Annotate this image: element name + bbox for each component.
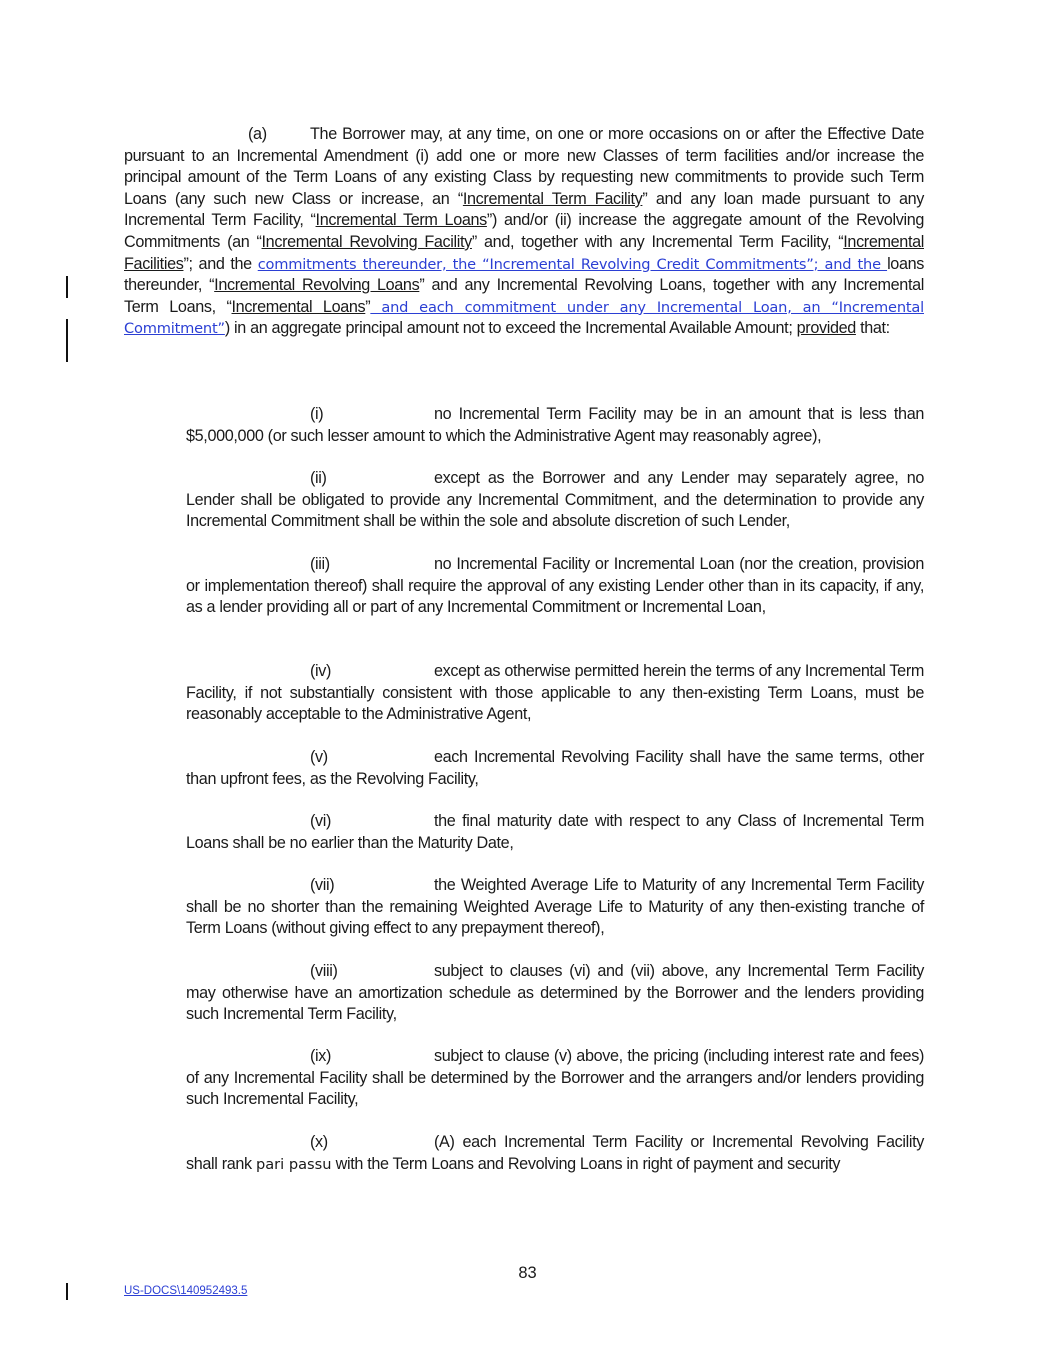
clause-text: with the Term Loans and Revolving Loans in right of payment and security: [331, 1154, 841, 1173]
clause-label: (v): [310, 748, 328, 766]
page-number: 83: [518, 1264, 537, 1282]
clause-label: (x): [310, 1133, 328, 1151]
clause-vii: [186, 875, 924, 940]
clause-label: (i): [310, 405, 324, 423]
clause-text: subject to clause (v) above, the pricing (including interest rate and fees) of any Incremental Facility shall be determined by the Borrower and the arrangers and/or lenders providing such Incremental Facility,: [186, 1047, 924, 1109]
clause-text: the Weighted Average Life to Maturity of any Incremental Term Facility shall be no shorter than the remaining Weighted Average Life to Maturity of any then-existing tranche of Term Loans (without giving effect to any prepayment thereof),: [186, 876, 924, 938]
clause-text: except as the Borrower and any Lender may separately agree, no Lender shall be obligated to provide any Incremental Commitment, and the determination to provide any Incremental Commitment shall be within the sole and absolute discretion of such Lender,: [186, 469, 924, 531]
text: loans thereunder, “: [124, 254, 925, 295]
clause-label: (vii): [310, 876, 335, 894]
clause-text: each Incremental Revolving Facility shall have the same terms, other than upfront fees, as the Revolving Facility,: [186, 748, 924, 788]
text: ” and, together with any Incremental Term Facility, “: [471, 232, 844, 251]
clause-text: subject to clauses (vi) and (vii) above, any Incremental Term Facility may otherwise have an amortization schedule as determined by the Borrower and the lenders providing such Incremental Term Facility,: [186, 962, 924, 1024]
text: ”) and/or (ii) increase the aggregate amount of the Revolving Commitments (an “: [124, 211, 925, 251]
clause-vi: [186, 811, 924, 854]
clause-x: [186, 1132, 924, 1175]
clause-label: (ii): [310, 469, 327, 487]
change-bar-2: [66, 319, 68, 362]
clause-ii: [186, 468, 924, 533]
inserted-text: commitments thereunder, the “Incremental Revolving Credit Commitments”; and the: [257, 255, 888, 273]
clause-viii: [186, 961, 924, 1026]
clause-iv: [186, 661, 924, 726]
text: ” and any Incremental Revolving Loans, together with any Incremental Term Loans, “: [124, 276, 924, 316]
clause-text: no Incremental Term Facility may be in an amount that is less than $5,000,000 (or such lesser amount to which the Administrative Agent may reasonably agree),: [186, 405, 924, 445]
clause-text: no Incremental Facility or Incremental Loan (nor the creation, provision or implementation thereof) shall require the approval of any existing Lender other than in its capacity, if any, as a lender providing all or part of any Incremental Commitment or Incremental Loan,: [186, 555, 924, 617]
clause-text: the final maturity date with respect to any Class of Incremental Term Loans shall be no earlier than the Maturity Date,: [186, 812, 924, 852]
change-bar-1: [66, 276, 68, 298]
text: The Borrower may, at any time, on one or more occasions on or after the Effective Date pursuant to an Incremental Amendment (i) add one or more new Classes of term facilities and/or increase the principal amount of the Term Loans of any existing Class by requesting new commitments to provide such Term Loans (any such new Class or increase, an “: [124, 125, 924, 208]
clause-ix: [186, 1046, 924, 1111]
paragraph-a: [124, 124, 924, 340]
clause-v: [186, 747, 924, 790]
defined-term: Incremental Term Loans: [315, 211, 487, 230]
defined-term: provided: [796, 319, 856, 338]
clause-label: (viii): [310, 962, 338, 980]
clause-iii: [186, 554, 924, 619]
change-bar-footer: [66, 1283, 68, 1300]
text: ”; and the: [183, 254, 258, 273]
defined-term: Incremental Term Facility: [462, 189, 643, 208]
clause-text: (A) each Incremental Term Facility or Incremental Revolving Facility shall rank: [186, 1133, 924, 1173]
text: that:: [855, 319, 890, 338]
defined-term: Incremental Facilities: [124, 232, 924, 273]
defined-term: Incremental Revolving Loans: [214, 276, 420, 295]
text: ”: [365, 297, 371, 316]
clause-label: (iv): [310, 662, 332, 680]
text: ” and any loan made pursuant to any Incremental Term Facility, “: [124, 189, 924, 230]
clause-label: (vi): [310, 812, 332, 830]
paragraph-a-label: (a): [248, 125, 267, 143]
clause-text: except as otherwise permitted herein the terms of any Incremental Term Facility, if not substantially consistent with those applicable to any then-existing Term Loans, must be reasonably acceptable to the Administrative Agent,: [186, 662, 924, 724]
clause-label: (ix): [310, 1047, 332, 1065]
inserted-text: and each commitment under any Incremental Loan, an “Incremental Commitment”: [124, 298, 924, 338]
clause-label: (iii): [310, 555, 330, 573]
text: ) in an aggregate principal amount not to exceed the Incremental Available Amount;: [224, 319, 797, 338]
clause-i: [186, 404, 924, 447]
document-id-link[interactable]: US-DOCS\140952493.5: [124, 1285, 248, 1297]
defined-term: Incremental Loans: [231, 297, 366, 316]
defined-term: Incremental Revolving Facility: [261, 232, 472, 251]
latin-term: pari passu: [255, 1155, 332, 1173]
